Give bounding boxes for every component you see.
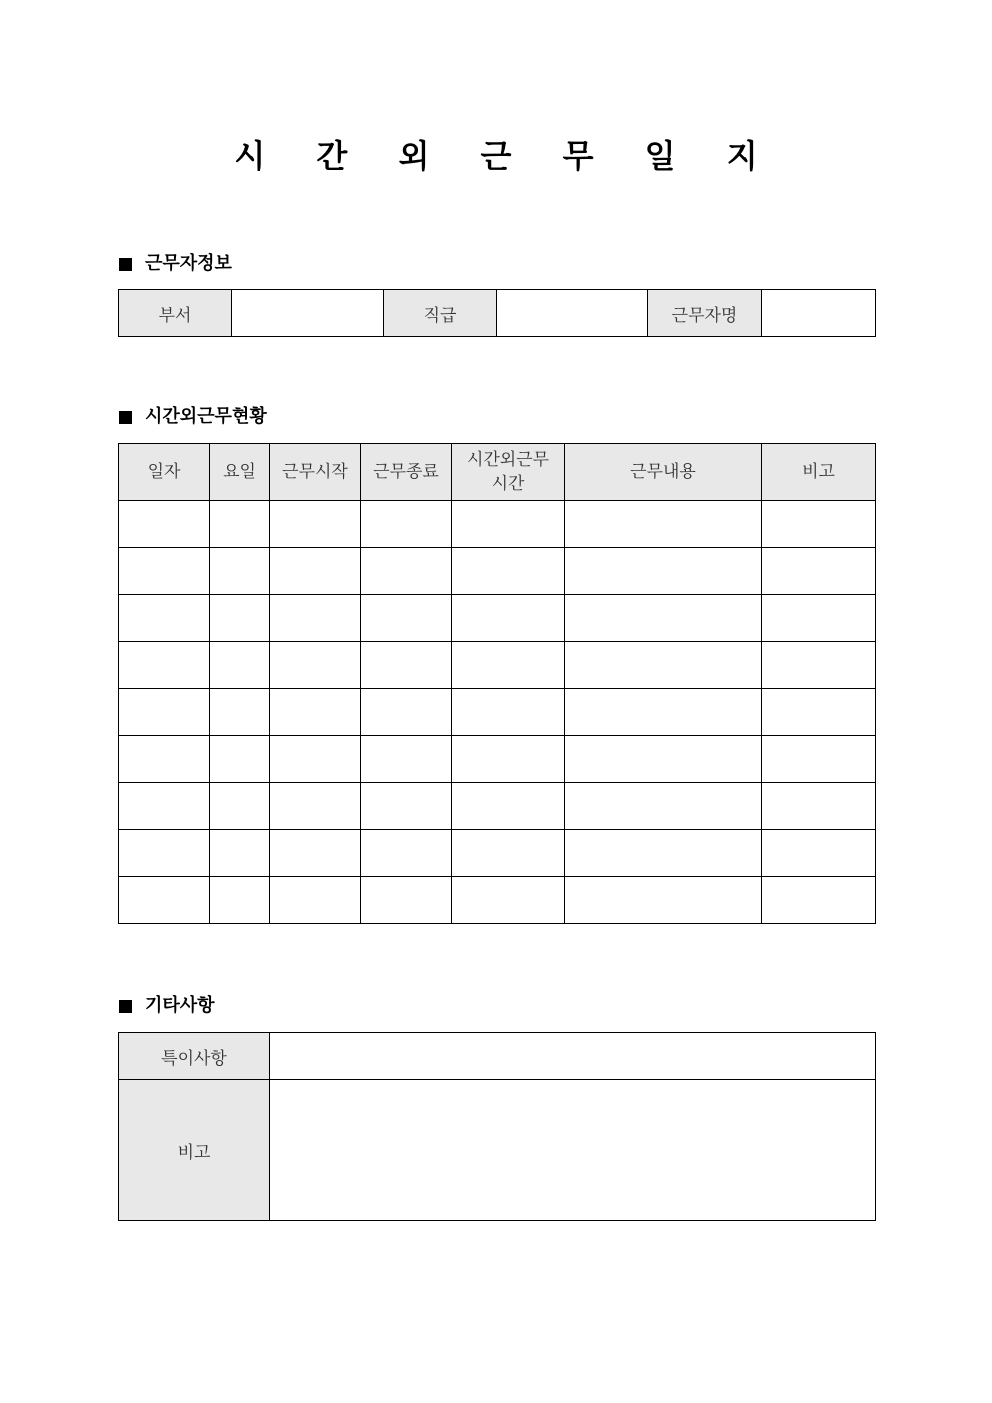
cell-start-time[interactable] [270, 783, 361, 830]
table-header-row [119, 444, 876, 501]
cell-start-time[interactable] [270, 689, 361, 736]
cell-date[interactable] [119, 595, 210, 642]
cell-remarks[interactable] [762, 595, 876, 642]
table-row [119, 736, 876, 783]
cell-overtime-hours[interactable] [452, 642, 565, 689]
cell-remarks[interactable] [762, 642, 876, 689]
cell-weekday[interactable] [210, 783, 270, 830]
table-row [119, 877, 876, 924]
cell-remarks[interactable] [762, 783, 876, 830]
cell-overtime-hours[interactable] [452, 736, 565, 783]
cell-weekday[interactable] [210, 877, 270, 924]
section-heading-worker-info [119, 252, 232, 276]
cell-work-content[interactable] [565, 501, 762, 548]
cell-start-time[interactable] [270, 736, 361, 783]
page-title: 시 간 외 근 무 일 지 [234, 137, 778, 175]
cell-end-time[interactable] [361, 689, 452, 736]
section-heading-etc [119, 994, 215, 1018]
special-notes-label: 특이사항 [119, 1033, 270, 1080]
cell-overtime-hours[interactable] [452, 877, 565, 924]
cell-end-time[interactable] [361, 736, 452, 783]
cell-overtime-hours[interactable] [452, 548, 565, 595]
cell-remarks[interactable] [762, 830, 876, 877]
cell-remarks[interactable] [762, 877, 876, 924]
special-notes-field[interactable] [270, 1033, 876, 1080]
cell-remarks[interactable] [762, 736, 876, 783]
cell-work-content[interactable] [565, 783, 762, 830]
cell-end-time[interactable] [361, 501, 452, 548]
cell-work-content[interactable] [565, 595, 762, 642]
cell-start-time[interactable] [270, 642, 361, 689]
cell-weekday[interactable] [210, 736, 270, 783]
column-header-work-content: 근무내용 [565, 444, 762, 501]
cell-remarks[interactable] [762, 689, 876, 736]
section-heading-label: 근무자정보 [145, 253, 232, 274]
cell-start-time[interactable] [270, 595, 361, 642]
table-row [119, 642, 876, 689]
square-bullet-icon [119, 258, 132, 271]
cell-start-time[interactable] [270, 548, 361, 595]
cell-date[interactable] [119, 736, 210, 783]
cell-work-content[interactable] [565, 736, 762, 783]
table-row [119, 783, 876, 830]
table-row [119, 548, 876, 595]
remarks-label: 비고 [119, 1080, 270, 1221]
column-header-overtime-hours: 시간외근무 시간 [452, 444, 565, 501]
cell-remarks[interactable] [762, 501, 876, 548]
cell-remarks[interactable] [762, 548, 876, 595]
cell-weekday[interactable] [210, 595, 270, 642]
department-field[interactable] [232, 290, 384, 337]
cell-work-content[interactable] [565, 548, 762, 595]
table-row [119, 595, 876, 642]
section-heading-overtime [119, 405, 267, 429]
cell-date[interactable] [119, 783, 210, 830]
cell-start-time[interactable] [270, 877, 361, 924]
cell-weekday[interactable] [210, 548, 270, 595]
cell-end-time[interactable] [361, 595, 452, 642]
cell-weekday[interactable] [210, 642, 270, 689]
remarks-field[interactable] [270, 1080, 876, 1221]
cell-end-time[interactable] [361, 830, 452, 877]
overtime-table [118, 443, 876, 924]
rank-field[interactable] [497, 290, 648, 337]
column-header-remarks: 비고 [762, 444, 876, 501]
cell-overtime-hours[interactable] [452, 689, 565, 736]
cell-date[interactable] [119, 501, 210, 548]
worker-name-field[interactable] [762, 290, 876, 337]
cell-date[interactable] [119, 642, 210, 689]
column-header-start-time: 근무시작 [270, 444, 361, 501]
square-bullet-icon [119, 1000, 132, 1013]
etc-table [118, 1032, 876, 1221]
cell-overtime-hours[interactable] [452, 595, 565, 642]
column-header-end-time: 근무종료 [361, 444, 452, 501]
table-row [119, 689, 876, 736]
square-bullet-icon [119, 411, 132, 424]
cell-weekday[interactable] [210, 830, 270, 877]
cell-work-content[interactable] [565, 830, 762, 877]
rank-label: 직급 [384, 290, 497, 337]
column-header-date: 일자 [119, 444, 210, 501]
cell-end-time[interactable] [361, 783, 452, 830]
cell-work-content[interactable] [565, 877, 762, 924]
section-heading-label: 시간외근무현황 [145, 406, 267, 427]
cell-date[interactable] [119, 548, 210, 595]
cell-end-time[interactable] [361, 548, 452, 595]
cell-overtime-hours[interactable] [452, 501, 565, 548]
worker-name-label: 근무자명 [648, 290, 762, 337]
cell-overtime-hours[interactable] [452, 830, 565, 877]
cell-weekday[interactable] [210, 501, 270, 548]
cell-end-time[interactable] [361, 877, 452, 924]
table-row [119, 830, 876, 877]
column-header-weekday: 요일 [210, 444, 270, 501]
department-label: 부서 [119, 290, 232, 337]
cell-date[interactable] [119, 830, 210, 877]
cell-start-time[interactable] [270, 830, 361, 877]
cell-date[interactable] [119, 877, 210, 924]
cell-overtime-hours[interactable] [452, 783, 565, 830]
worker-info-table [118, 289, 876, 337]
cell-start-time[interactable] [270, 501, 361, 548]
cell-work-content[interactable] [565, 689, 762, 736]
cell-date[interactable] [119, 689, 210, 736]
cell-weekday[interactable] [210, 689, 270, 736]
cell-end-time[interactable] [361, 642, 452, 689]
section-heading-label: 기타사항 [145, 995, 215, 1016]
cell-work-content[interactable] [565, 642, 762, 689]
table-row [119, 501, 876, 548]
